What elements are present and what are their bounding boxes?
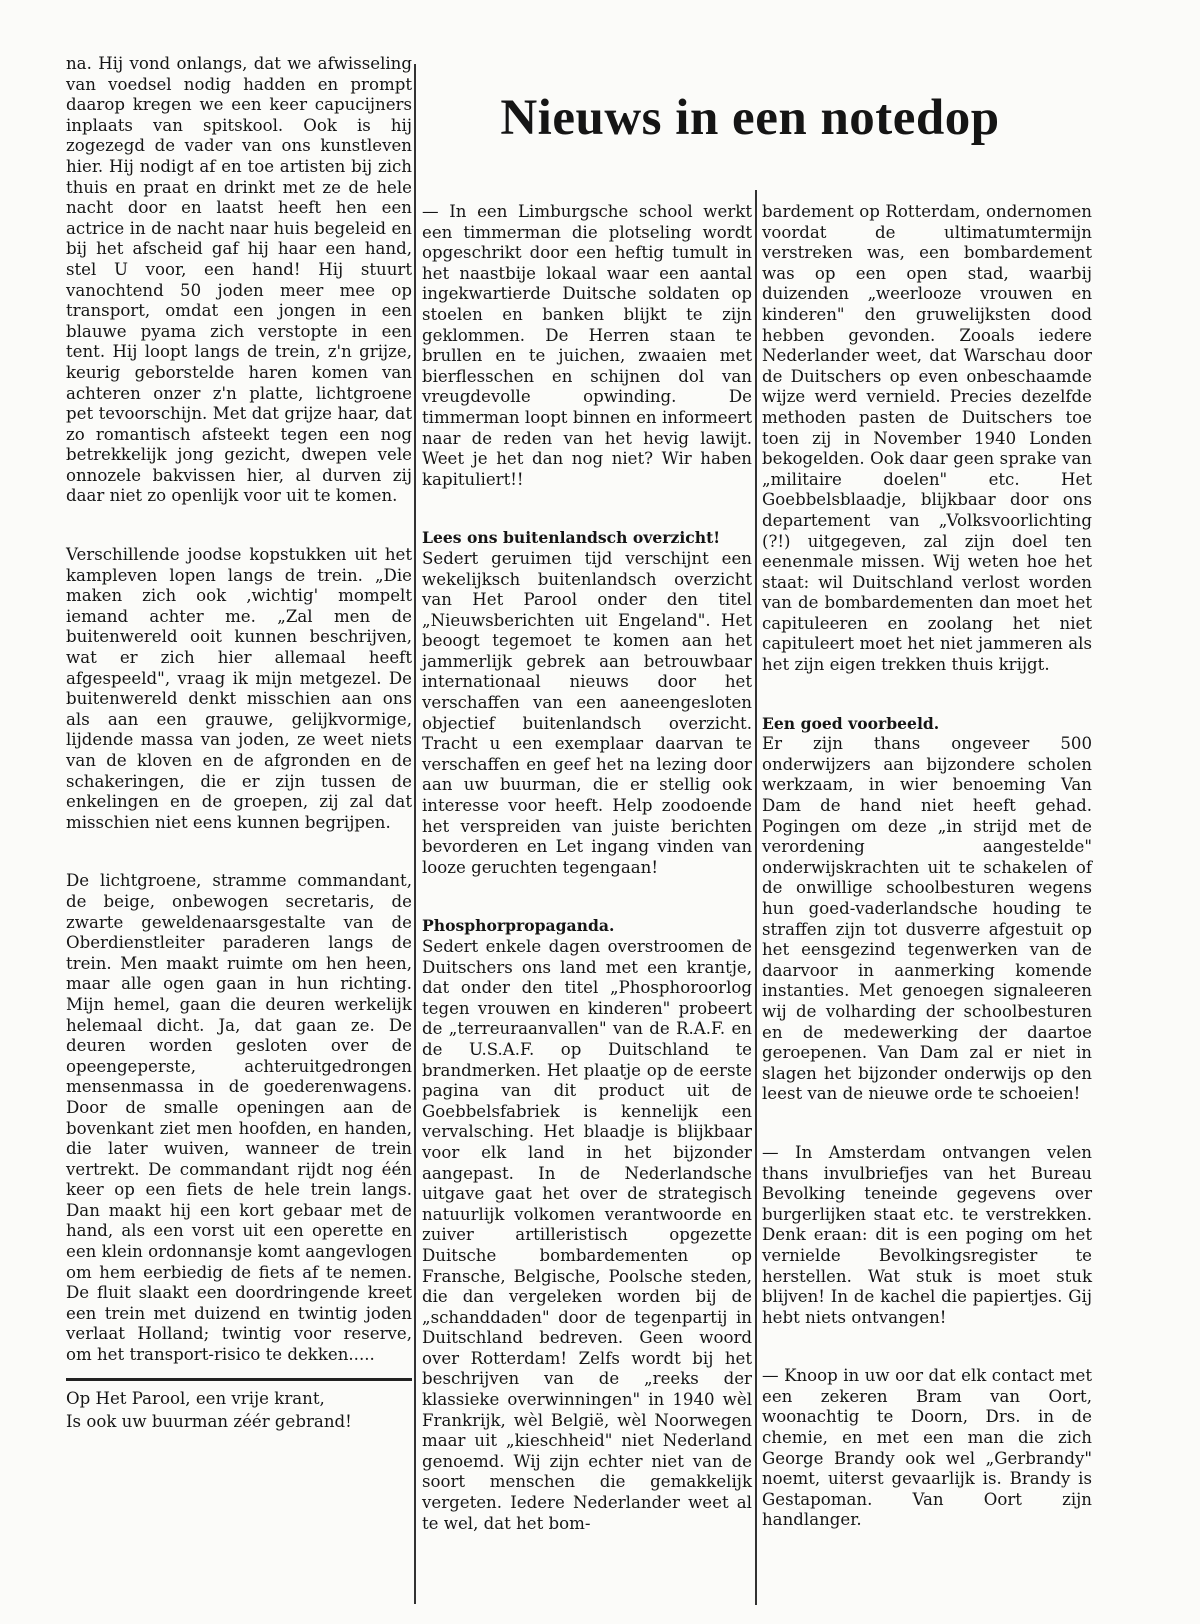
- column-middle: [422, 202, 752, 1534]
- news-item: Sedert geruimen tijd verschijnt een wekelijksch buitenlandsch overzicht van Het Parool onder den titel „Nieuwsberichten uit Engeland". Het beoogt tegemoet te komen aan het jammerlijk gebrek aan betrouwbaar internationaal nieuws door het verschaffen van een aaneengesloten objectief buitenlandsch overzicht. Tracht u een exemplaar daarvan te verschaffen en geef het na lezing door aan uw buurman, die er stellig ook interesse voor heeft. Help zoodoende het verspreiden van juiste berichten bevorderen en Let ingang vinden van looze geruchten tegengaan!: [422, 548, 752, 877]
- section-heading: Een goed voorbeeld.: [762, 713, 940, 733]
- page-title: Nieuws in een notedop: [500, 90, 1000, 146]
- news-item: — In een Limburgsche school werkt een timmerman die plotseling wordt opgeschrikt door een heftig tumult in het naastbije lokaal waar een aantal ingekwartierde Duitsche soldaten op stoelen en banken blijkt te zijn geklommen. De Herren staan te brullen en te juichen, zwaaien met bierflesschen en schijnen dol van vreugdevolle opwinding. De timmerman loopt binnen en informeert naar de reden van het hevig lawijt. Weet je het dan nog niet? Wir haben kapituliert!!: [422, 202, 752, 489]
- article-paragraph: na. Hij vond onlangs, dat we afwisseling van voedsel nodig hadden en prompt daarop kregen we een keer capucijners inplaats van spitskool. Ook is hij zogezegd de vader van ons kunstleven hier. Hij nodigt af en toe artisten bij zich thuis en praat en drinkt met ze de hele nacht door en laatst heeft hen een actrice in de nacht naar huis begeleid en bij het afscheid gaf hij haar een hand, stel U voor, een hand! Hij stuurt vanochtend 50 joden meer mee op transport, omdat een jongen in een blauwe pyama zich verstopte in een tent. Hij loopt langs de trein, z'n grijze, keurig geborstelde haren komen van achteren onzer z'n platte, lichtgroene pet tevoorschijn. Met dat grijze haar, dat zo romantisch afsteekt tegen een nog betrekkelijk jong gezicht, dwepen vele onnozele bakvissen hier, al durven zij daar niet zo openlijk voor uit te komen.: [66, 54, 412, 506]
- article-paragraph: Verschillende joodse kopstukken uit het kampleven lopen langs de trein. „Die maken zich ook ‚wichtig' mompelt iemand achter me. „Zal men de buitenwereld ooit kunnen beschrijven, wat er zich hier allemaal heeft afgespeeld", vraag ik mijn metgezel. De buitenwereld denkt misschien aan ons als aan een grauwe, gelijkvormige, lijdende massa van joden, ze weet niets van de kloven en de afgronden en de schakeringen, die er zijn tussen de enkelingen en de groepen, zij zal dat misschien niet eens kunnen begrijpen.: [66, 545, 412, 832]
- news-item: Er zijn thans ongeveer 500 onderwijzers aan bijzondere scholen werkzaam, in wier benoeming Van Dam de hand niet heeft gehad. Pogingen om deze „in strijd met de verordening aangestelde" onderwijskrachten uit te schakelen of de onwillige schoolbesturen wegens hun goed-vaderlandsche houding te straffen zijn tot dusverre afgestuit op het eensgezind tegenwerken van de daarvoor in aanmerking komende instanties. Met genoegen signaleeren wij de volharding der schoolbesturen en de medewerking der daartoe geroepenen. Van Dam zal er niet in slagen het bijzonder onderwijs op den leest van de nieuwe orde te schoeien!: [762, 734, 1092, 1104]
- news-item: bardement op Rotterdam, ondernomen voordat de ultimatumtermijn verstreken was, een bombardement was op een open stad, waarbij duizenden „weerlooze vrouwen en kinderen" den gruwelijksten dood hebben gevonden. Zooals iedere Nederlander weet, dat Warschau door de Duitschers op even onbeschaamde wijze werd vernield. Precies dezelfde methoden pasten de Duitschers toe toen zij in November 1940 Londen bekogelden. Ook daar geen sprake van „militaire doelen" etc. Het Goebbelsblaadje, blijkbaar door ons departement van „Volksvoorlichting (?!) uitgegeven, zal zijn doel ten eenenmale missen. Wij weten hoe het staat: wil Duitschland verlost worden van de bombardementen dan moet het capituleeren en zoolang het niet capituleert moet het niet jammeren als het zijn eigen trekken thuis krijgt.: [762, 202, 1092, 675]
- article-paragraph: De lichtgroene, stramme commandant, de beige, onbewogen secretaris, de zwarte geweldenaarsgestalte van de Oberdienstleiter paraderen langs de trein. Men maakt ruimte om hen heen, maar alle ogen gaan in hun richting. Mijn hemel, gaan die deuren werkelijk helemaal dicht. Ja, dat gaan ze. De deuren worden gesloten over de opeengeperste, achteruitgedrongen mensenmassa in de goederenwagens. Door de smalle openingen aan de bovenkant ziet men hoofden, en handen, die later wuiven, wanneer de trein vertrekt. De commandant rijdt nog één keer op een fiets de hele trein langs. Dan maakt hij een kort gebaar met de hand, als een vorst uit een operette en een klein ordonnansje komt aangevlogen om hem eerbiedig de fiets af te nemen. De fluit slaakt een doordringende kreet een trein met duizend en twintig joden verlaat Holland; twintig voor reserve, om het transport-risico te dekken.....: [66, 871, 412, 1365]
- section-heading: Lees ons buitenlandsch overzicht!: [422, 528, 721, 548]
- news-item: — Knoop in uw oor dat elk contact met een zekeren Bram van Oort, woonachtig te Doorn, Drs. in de chemie, en met een man die zich George Brandy ook wel „Gerbrandy" noemt, uiterst gevaarlijk is. Brandy is Gestapoman. Van Oort zijn handlanger.: [762, 1366, 1092, 1530]
- footer-line: Op Het Parool, een vrije krant,: [66, 1388, 325, 1408]
- news-item: — In Amsterdam ontvangen velen thans invulbriefjes van het Bureau Bevolking teneinde gegevens over burgerlijken staat etc. te verstrekken. Denk eraan: dit is een poging om het vernielde Bevolkingsregister te herstellen. Wat stuk is moet stuk blijven! In de kachel die papiertjes. Gij hebt niets ontvangen!: [762, 1142, 1092, 1327]
- column-left: [66, 54, 412, 1433]
- column-divider-1: [414, 64, 416, 1604]
- footer-rule: [66, 1378, 412, 1381]
- footer-line: Is ook uw buurman zéér gebrand!: [66, 1411, 352, 1431]
- column-divider-2: [755, 190, 757, 1605]
- news-item: Sedert enkele dagen overstroomen de Duitschers ons land met een krantje, dat onder den titel „Phosphoroorlog tegen vrouwen en kinderen" probeert de „terreuraanvallen" van de R.A.F. en de U.S.A.F. op Duitschland te brandmerken. Het plaatje op de eerste pagina van dit product uit de Goebbelsfabriek is kennelijk een vervalsching. Het blaadje is blijkbaar voor elk land in het bijzonder aangepast. In de Nederlandsche uitgave gaat het over de strategisch natuurlijk volkomen verantwoorde en zuiver artilleristisch opgezette Duitsche bombardementen op Fransche, Belgische, Poolsche steden, die dan vergeleken worden bij de „schanddaden" door de tegenpartij in Duitschland bedreven. Geen woord over Rotterdam! Zelfs wordt bij het beschrijven van de „reeks der klassieke overwinningen" in 1940 wèl Frankrijk, wèl België, wèl Noorwegen maar uit „kieschheid" niet Nederland genoemd. Wij zijn echter niet van de soort menschen die gemakkelijk vergeten. Iedere Nederlander weet al te wel, dat het bom-: [422, 937, 752, 1533]
- footer-slogan: [66, 1378, 412, 1433]
- section-heading: Phosphorpropaganda.: [422, 916, 615, 936]
- column-right: [762, 202, 1092, 1531]
